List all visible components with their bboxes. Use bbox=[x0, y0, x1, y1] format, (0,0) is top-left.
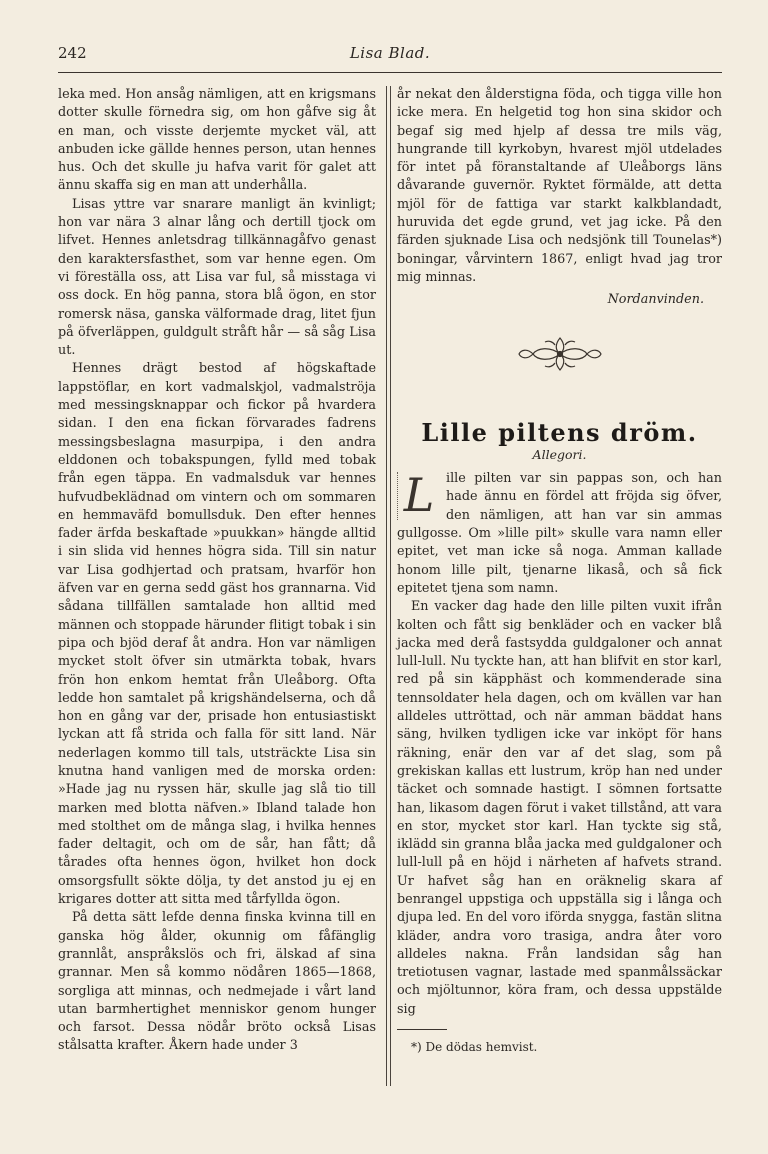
left-column bbox=[58, 86, 376, 1056]
author-signature: Nordanvinden. bbox=[607, 292, 704, 308]
page-header bbox=[58, 44, 722, 66]
paragraph: En vacker dag hade den lille pilten vuxit ifrån kolten och fått sig benkläder och en vacker blå jacka med derå fastsydda guldgaloner och annat lull-lull. Nu tyckte han, att han blifvit en stor karl, red på sin käpphäst och kommenderade sina tennsoldater hela dagen, och om kvällen var han alldeles uttröttad, och när amman bäddat hans säng, hvilken tydligen icke var inköpt för hans räkning, enär den var af det slag, som på grekiskan kallas ett lustrum, kröp han ned under täcket och somnade hastigt. I sömnen fortsatte han, likasom dagen förut i vaket tillstånd, att vara en stor, mycket stor karl. Han tyckte sig stå, iklädd sin granna blåa jacka med guldgaloner och lull-lull på en höjd i närheten af hafvets strand. Ur hafvet såg han en oräknelig skara af benrangel uppstiga och uppställa sig i långa och djupa led. En del voro iförda snygga, fastän slitna kläder, andra voro trasiga, andra åter voro alldeles nakna. Från landsidan såg han tretiotusen vagnar, lastade med spanmålssäckar och mjöltunnor, köra fram, och dessa uppstälde sig bbox=[397, 599, 722, 1017]
paragraph: Lisas yttre var snarare manligt än kvinligt; hon var nära 3 alnar lång och dertill tjock om lifvet. Hennes anletsdrag tillkännagåfvo genast den karaktersfasthet, som var henne egen. Om vi föreställa oss, att Lisa var ful, så misstaga vi oss dock. En hög panna, stora blå ögon, en stor romersk näsa, ganska välformade drag, litet fjun på öfverläppen, guldgult stråft hår — så såg Lisa ut. bbox=[58, 196, 376, 359]
drop-cap: L bbox=[397, 472, 440, 520]
story-title: Lille piltens dröm. bbox=[421, 417, 698, 447]
paragraph: ille pilten var sin pappas son, och han hade ännu en fördel att fröjda sig öfver, den nämligen, att han var sin ammas gullgosse. Om »lille pilt» skulle vara namn eller epitet, vet man icke så noga. Amman kallade honom lille pilt, tjenarne likaså, och så fick epitetet tjena som namn. bbox=[397, 471, 722, 596]
paragraph: leka med. Hon ansåg nämligen, att en krigsmans dotter skulle förnedra sig, om hon gåfve sig åt en man, och visste derjemte mycket väl, att anbuden icke gällde hennes person, utan hennes hus. Och det skulle ju hafva varit för galet att ännu skaffa sig en man att underhålla. bbox=[58, 87, 376, 194]
footnote: *) De dödas hemvist. bbox=[411, 1040, 538, 1055]
ornament-flourish-icon bbox=[515, 334, 605, 374]
right-column bbox=[397, 86, 722, 1056]
footnote-rule bbox=[397, 1029, 447, 1030]
running-title: Lisa Blad. bbox=[349, 44, 431, 62]
column-divider bbox=[386, 86, 391, 1086]
page-number: 242 bbox=[58, 44, 87, 62]
paragraph: år nekat den ålderstigna föda, och tigga ville hon icke mera. En helgetid tog hon sina skidor och begaf sig med hjelp af dessa tre mils väg, hungrande till kyrkobyn, hvarest mjöl utdelades för intet på föranstaltande af Uleåborgs läns dåvarande guvernör. Ryktet förmälde, att detta mjöl för de fattiga var starkt kalkblandadt, huruvida det egde grund, vet jag icke. På den färden sjuknade Lisa och nedsjönk till Tounelas*) boningar, vårvintern 1867, enligt hvad jag tror mig minnas. bbox=[397, 87, 722, 285]
header-rule bbox=[58, 72, 722, 73]
story-subtitle: Allegori. bbox=[532, 446, 587, 462]
first-paragraph bbox=[397, 470, 722, 598]
paragraph: Hennes drägt bestod af högskaftade lappstöflar, en kort vadmalskjol, vadmalströja med messingsknappar och fickor på hvardera sidan. I den ena fickan förvarades fadrens messingsbeslagna masurpipa, i den andra elddonen och tobakspungen, fylld med tobak från egen täppa. En vadmalsduk var hennes hufvudbeklädnad om vintern och om sommaren en hemmaväfd bomullsduk. Den efter hennes fader ärfda beskaftade »puukkan» hängde alltid i sin slida vid hennes högra sida. Till sin natur var Lisa godhjertad och pratsam, hvarför hon äfven var en gerna sedd gäst hos grannarna. Vid sådana tillfällen samtalade hon alltid med männen och stoppade härunder flitigt tobak i sin pipa och bjöd deraf åt andra. Hon var nämligen mycket stolt öfver sin utmärkta tobak, hvars frön hon enkom hemtat från Uleåborg. Ofta ledde hon samtalet på krigshändelserna, och då hon en gång var der, prisade hon entusiastiskt lyckan att få strida och falla för sitt land. När nederlagen kommo till tals, utsträckte Lisa sin knutna hand vanligen med de morska orden: »Hade jag nu ryssen här, skulle jag slå tio till marken med blotta näfven.» Ibland talade hon med stolthet om de många slag, i hvilka hennes fader deltagit, och om de sår, han fått; då tårades ofta hennes ögon, hvilket hon dock omsorgsfullt sökte dölja, ty det anstod ju ej en krigares dotter att sitta med tårfyllda ögon. bbox=[58, 361, 376, 908]
paragraph: På detta sätt lefde denna finska kvinna till en ganska hög ålder, okunnig om fåfänglig grannlåt, anspråkslös och fri, älskad af sina grannar. Men så kommo nödåren 1865—1868, sorgliga att minnas, och nedmejade i vårt land utan barmhertighet menniskor genom hunger och farsot. Dessa nödår bröto också Lisas stålsatta krafter. Åkern hade under 3 bbox=[58, 910, 376, 1054]
